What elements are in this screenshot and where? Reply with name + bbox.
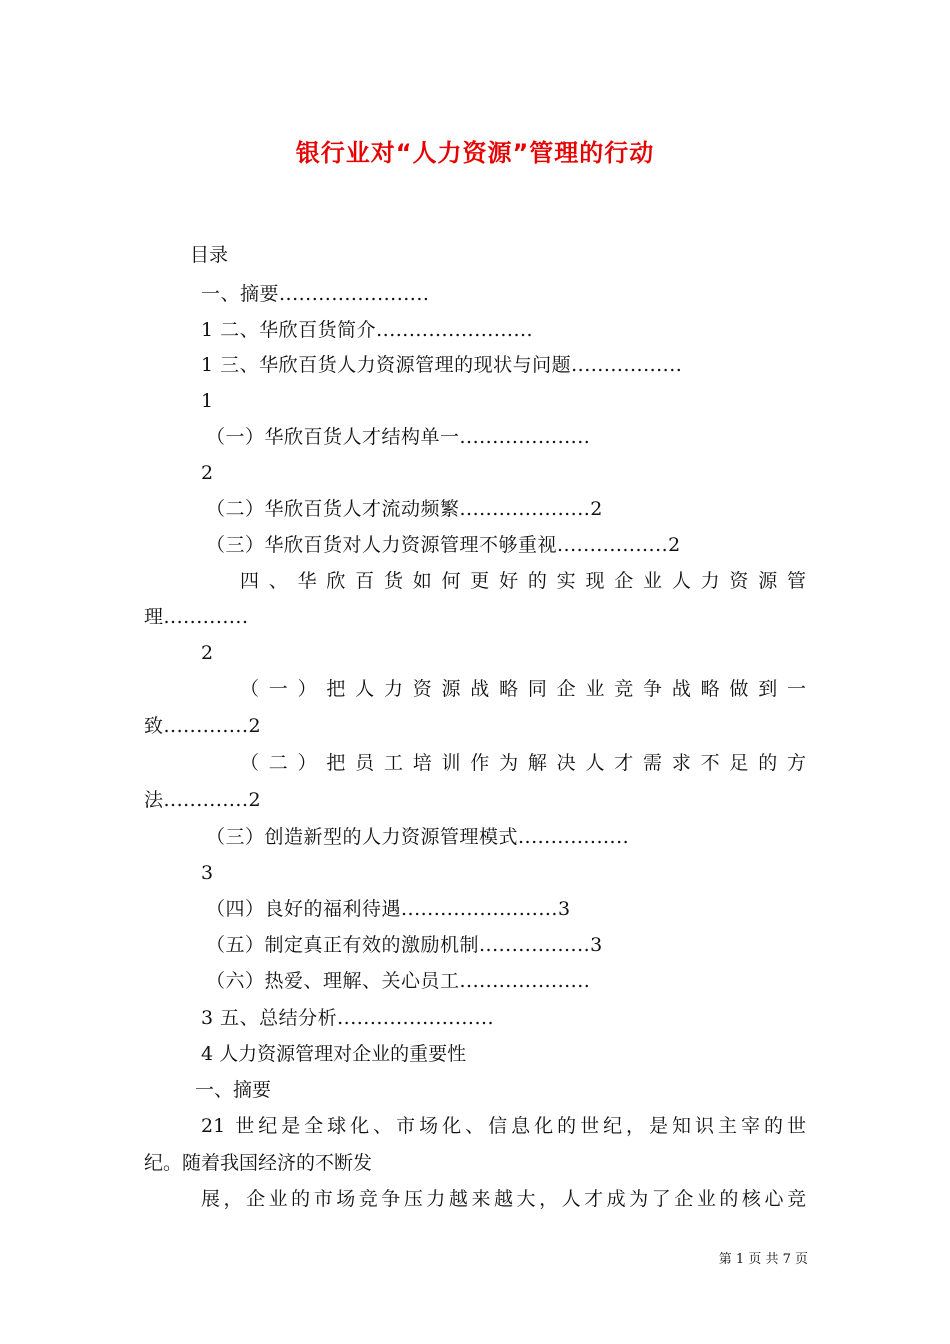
toc-line: （二）把员工培训作为解决人才需求不足的方: [240, 752, 806, 774]
body-text: 展，企业的市场竞争压力越来越大，人才成为了企业的核心竞: [201, 1188, 806, 1210]
toc-line: （一）把人力资源战略同企业竞争战略做到一: [240, 678, 806, 700]
toc-line: 法.............2: [144, 789, 262, 811]
toc-line: 四、华欣百货如何更好的实现企业人力资源管: [240, 570, 806, 592]
toc-line: 致.............2: [144, 715, 262, 737]
toc-line: （一）华欣百货人才结构单一....................: [206, 426, 591, 448]
toc-line: 一、摘要.......................: [201, 283, 430, 305]
toc-line: （三）创造新型的人力资源管理模式.................: [206, 826, 630, 848]
body-text: 纪。随着我国经济的不断发: [144, 1152, 373, 1174]
section-heading: 一、摘要: [195, 1079, 272, 1101]
toc-line: 3: [201, 862, 214, 884]
toc-line: （三）华欣百货对人力资源管理不够重视.................2: [206, 534, 681, 556]
toc-line: 2: [201, 642, 214, 664]
toc-line: 1 二、华欣百货简介........................: [201, 319, 534, 341]
toc-line: （四）良好的福利待遇........................3: [206, 898, 571, 920]
toc-line: （二）华欣百货人才流动频繁....................2: [206, 498, 603, 520]
toc-line: 3 五、总结分析........................: [201, 1007, 495, 1029]
toc-line: （五）制定真正有效的激励机制.................3: [206, 934, 603, 956]
page-number: 第 1 页 共 7 页: [718, 1252, 808, 1267]
toc-heading: 目录: [190, 244, 229, 266]
toc-line: 理.............: [144, 606, 249, 628]
body-text: 21 世纪是全球化、市场化、信息化的世纪，是知识主宰的世: [201, 1115, 806, 1137]
toc-line: 1 三、华欣百货人力资源管理的现状与问题.................: [201, 354, 683, 376]
toc-line: （六）热爱、理解、关心员工....................: [206, 970, 591, 992]
section-heading: 4 人力资源管理对企业的重要性: [201, 1043, 467, 1065]
toc-line: 2: [201, 462, 214, 484]
toc-line: 1: [201, 390, 214, 412]
document-title: 银行业对“人力资源”管理的行动: [295, 139, 655, 167]
